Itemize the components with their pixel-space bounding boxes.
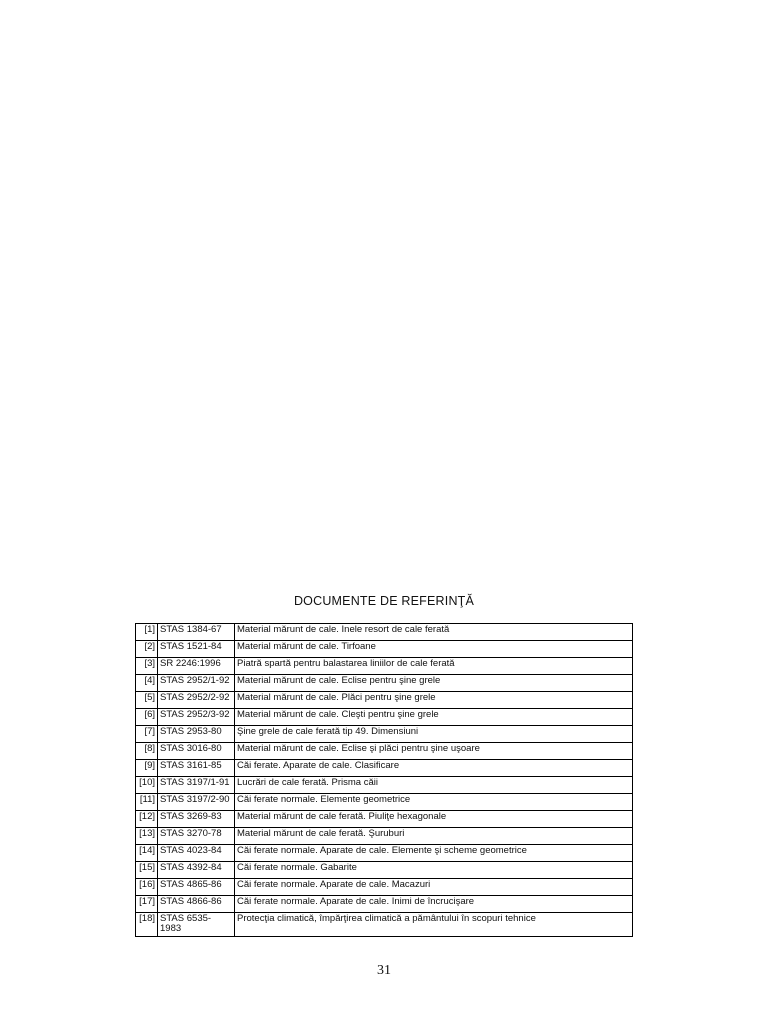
table-row — [136, 811, 633, 828]
table-row — [136, 862, 633, 879]
reference-description: Material mărunt de cale. Plăci pentru şine grele — [235, 692, 633, 709]
table-row — [136, 675, 633, 692]
references-table — [135, 623, 633, 937]
table-row — [136, 726, 633, 743]
reference-description: Căi ferate normale. Aparate de cale. Inimi de încrucişare — [235, 896, 633, 913]
reference-number: [14] — [136, 845, 158, 862]
reference-number: [8] — [136, 743, 158, 760]
reference-number: [2] — [136, 641, 158, 658]
reference-description: Lucrări de cale ferată. Prisma căii — [235, 777, 633, 794]
page-title: DOCUMENTE DE REFERINŢĂ — [293, 594, 475, 608]
reference-number: [5] — [136, 692, 158, 709]
reference-description: Căi ferate. Aparate de cale. Clasificare — [235, 760, 633, 777]
reference-code: STAS 3197/2-90 — [158, 794, 235, 811]
reference-number: [6] — [136, 709, 158, 726]
reference-description: Material mărunt de cale. Eclise şi plăci pentru şine uşoare — [235, 743, 633, 760]
reference-code: STAS 2953-80 — [158, 726, 235, 743]
table-row — [136, 624, 633, 641]
reference-code: STAS 3161-85 — [158, 760, 235, 777]
reference-description: Căi ferate normale. Gabarite — [235, 862, 633, 879]
table-row — [136, 658, 633, 675]
reference-number: [4] — [136, 675, 158, 692]
reference-number: [17] — [136, 896, 158, 913]
reference-description: Material mărunt de cale. Tirfoane — [235, 641, 633, 658]
reference-number: [7] — [136, 726, 158, 743]
reference-number: [3] — [136, 658, 158, 675]
reference-description: Şine grele de cale ferată tip 49. Dimensiuni — [235, 726, 633, 743]
table-row — [136, 692, 633, 709]
reference-number: [12] — [136, 811, 158, 828]
reference-code: STAS 3197/1-91 — [158, 777, 235, 794]
reference-number: [13] — [136, 828, 158, 845]
table-row — [136, 641, 633, 658]
reference-code: STAS 4392-84 — [158, 862, 235, 879]
reference-number: [11] — [136, 794, 158, 811]
reference-number: [9] — [136, 760, 158, 777]
reference-description: Piatră spartă pentru balastarea liniilor de cale ferată — [235, 658, 633, 675]
table-row — [136, 777, 633, 794]
reference-description: Material mărunt de cale. Inele resort de cale ferată — [235, 624, 633, 641]
reference-description: Material mărunt de cale ferată. Piuliţe hexagonale — [235, 811, 633, 828]
reference-code: STAS 1384-67 — [158, 624, 235, 641]
reference-number: [18] — [136, 913, 158, 937]
reference-code: STAS 2952/3-92 — [158, 709, 235, 726]
table-row — [136, 896, 633, 913]
table-row — [136, 743, 633, 760]
reference-code: STAS 3016-80 — [158, 743, 235, 760]
table-row — [136, 794, 633, 811]
reference-code: STAS 1521-84 — [158, 641, 235, 658]
page-number: 31 — [377, 963, 391, 978]
reference-code: STAS 6535- 1983 — [158, 913, 235, 937]
reference-code: STAS 2952/2-92 — [158, 692, 235, 709]
reference-code: STAS 4023-84 — [158, 845, 235, 862]
reference-number: [10] — [136, 777, 158, 794]
table-row — [136, 913, 633, 937]
table-row — [136, 879, 633, 896]
reference-description: Material mărunt de cale. Cleşti pentru şine grele — [235, 709, 633, 726]
reference-description: Căi ferate normale. Aparate de cale. Elemente şi scheme geometrice — [235, 845, 633, 862]
reference-description: Material mărunt de cale ferată. Şuruburi — [235, 828, 633, 845]
reference-number: [1] — [136, 624, 158, 641]
reference-description: Căi ferate normale. Elemente geometrice — [235, 794, 633, 811]
reference-code: STAS 4865-86 — [158, 879, 235, 896]
reference-code: STAS 3270-78 — [158, 828, 235, 845]
reference-description: Material mărunt de cale. Eclise pentru şine grele — [235, 675, 633, 692]
table-row — [136, 828, 633, 845]
reference-number: [15] — [136, 862, 158, 879]
reference-description: Protecţia climatică, împărţirea climatică a pământului în scopuri tehnice — [235, 913, 633, 937]
reference-code: STAS 3269-83 — [158, 811, 235, 828]
table-row — [136, 845, 633, 862]
table-row — [136, 760, 633, 777]
reference-code: STAS 4866-86 — [158, 896, 235, 913]
table-row — [136, 709, 633, 726]
reference-description: Căi ferate normale. Aparate de cale. Macazuri — [235, 879, 633, 896]
reference-number: [16] — [136, 879, 158, 896]
reference-code: SR 2246:1996 — [158, 658, 235, 675]
reference-code: STAS 2952/1-92 — [158, 675, 235, 692]
